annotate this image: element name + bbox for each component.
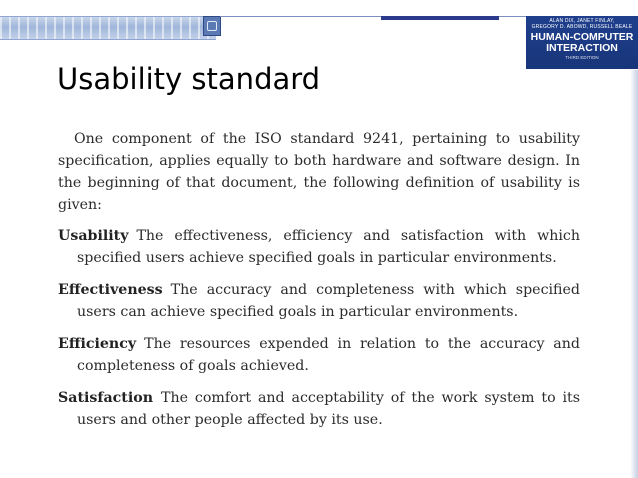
- book-edition: THIRD EDITION: [565, 55, 599, 60]
- definition-term: Usability: [58, 228, 129, 244]
- definition-usability: [58, 225, 580, 269]
- definition-text: The effectiveness, efficiency and satisfaction with which specified users achieve specified goals in particular environments.: [77, 228, 580, 266]
- page-title: Usability standard: [57, 62, 321, 96]
- definition-text: The resources expended in relation to the accuracy and completeness of goals achieved.: [77, 336, 580, 374]
- definition-text: The accuracy and completeness with which specified users can achieve specified goals in particular environments.: [77, 282, 580, 320]
- header-accent-bar: [381, 16, 499, 20]
- book-cover: [526, 16, 638, 69]
- book-authors-line1: ALAN DIX, JANET FINLAY,: [549, 18, 615, 24]
- book-authors: [526, 18, 638, 30]
- right-edge-stripe: [630, 70, 638, 478]
- book-title-line1: HUMAN-COMPUTER: [530, 31, 634, 43]
- intro-paragraph: One component of the ISO standard 9241, pertaining to usability specification, applies equally to both hardware and software design. In the beginning of that document, the following definition of usability is given:: [58, 131, 580, 213]
- definition-satisfaction: [58, 387, 580, 431]
- definition-term: Effectiveness: [58, 282, 163, 298]
- definition-efficiency: [58, 333, 580, 377]
- book-authors-line2: GREGORY D. ABOWD, RUSSELL BEALE: [531, 24, 633, 30]
- header-banner-strip: [0, 16, 216, 40]
- definition-text: The comfort and acceptability of the work system to its users and other people affected by its use.: [77, 390, 580, 428]
- scanned-text-block: [58, 128, 580, 441]
- banner-square-icon: [203, 16, 221, 36]
- book-title-line2: INTERACTION: [546, 42, 618, 54]
- definition-term: Satisfaction: [58, 390, 154, 406]
- definition-effectiveness: [58, 279, 580, 323]
- definition-term: Efficiency: [58, 336, 137, 352]
- book-title: [526, 32, 638, 54]
